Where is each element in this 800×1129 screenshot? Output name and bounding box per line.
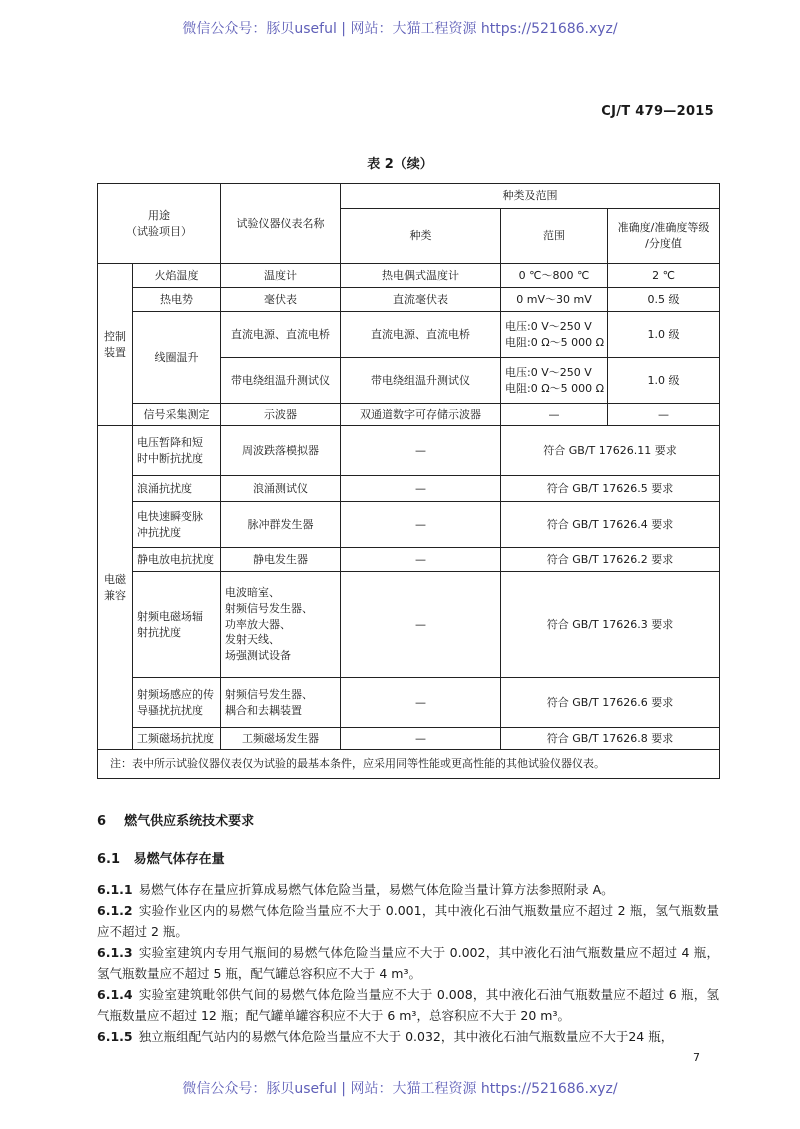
table-cell: 线圈温升 bbox=[133, 312, 221, 404]
table-cell: 周波跌落模拟器 bbox=[221, 426, 341, 476]
table-cell: 浪涌抗扰度 bbox=[133, 476, 221, 502]
table-cell: — bbox=[608, 404, 720, 426]
table-cell: 温度计 bbox=[221, 264, 341, 288]
clause-number: 6.1.3 bbox=[97, 945, 133, 960]
table-cell: 符合 GB/T 17626.6 要求 bbox=[501, 678, 720, 728]
clause-text: 实验室建筑内专用气瓶间的易燃气体危险当量应不大于 0.002，其中液化石油气瓶数量应不超过 4 瓶，氢气瓶数量应不超过 5 瓶，配气罐总容积应不大于 4 m³。 bbox=[97, 945, 719, 981]
table-cell: 0.5 级 bbox=[608, 288, 720, 312]
section-title: 燃气供应系统技术要求 bbox=[124, 814, 255, 829]
section-number: 6 bbox=[97, 814, 107, 829]
table-note: 注：表中所示试验仪器仪表仅为试验的最基本条件，应采用同等性能或更高性能的其他试验仪器仪表。 bbox=[98, 750, 720, 779]
table-cell: 带电绕组温升测试仪 bbox=[221, 358, 341, 404]
clause-text: 易燃气体存在量应折算成易燃气体危险当量，易燃气体危险当量计算方法参照附录 A。 bbox=[138, 882, 614, 897]
header-range: 范围 bbox=[501, 209, 608, 264]
watermark-top: 微信公众号：豚贝useful | 网站：大猫工程资源 https://521686.xyz/ bbox=[182, 21, 618, 37]
table-cell: 电波暗室、 射频信号发生器、 功率放大器、 发射天线、 场强测试设备 bbox=[221, 572, 341, 678]
clause-6-1-4 bbox=[97, 984, 719, 1026]
clause-6-1-2 bbox=[97, 900, 719, 942]
header-kind: 种类 bbox=[341, 209, 501, 264]
table-cell: 双通道数字可存储示波器 bbox=[341, 404, 501, 426]
table-cell: 热电偶式温度计 bbox=[341, 264, 501, 288]
table-cell: 符合 GB/T 17626.8 要求 bbox=[501, 728, 720, 750]
section-6-1-heading bbox=[97, 848, 225, 867]
table-cell: 热电势 bbox=[133, 288, 221, 312]
header-range-group: 种类及范围 bbox=[341, 184, 720, 209]
clause-text: 实验室建筑毗邻供气间的易燃气体危险当量应不大于 0.008，其中液化石油气瓶数量应不超过 6 瓶，氢气瓶数量应不超过 12 瓶；配气罐单罐容积应不大于 6 m³，总容积应不大于 20 m³。 bbox=[97, 987, 719, 1023]
table-cell: 符合 GB/T 17626.11 要求 bbox=[501, 426, 720, 476]
table-cell: 1.0 级 bbox=[608, 312, 720, 358]
table-cell: — bbox=[341, 548, 501, 572]
table-title: 表 2（续） bbox=[367, 157, 433, 172]
clause-text: 实验作业区内的易燃气体危险当量应不大于 0.001，其中液化石油气瓶数量应不超过 2 瓶，氢气瓶数量应不超过 2 瓶。 bbox=[97, 903, 719, 939]
table-cell: 2 ℃ bbox=[608, 264, 720, 288]
table-cell: — bbox=[341, 728, 501, 750]
table-cell: — bbox=[341, 572, 501, 678]
table-cell: 毫伏表 bbox=[221, 288, 341, 312]
table-cell: 射频电磁场辐 射抗扰度 bbox=[133, 572, 221, 678]
header-use: 用途 （试验项目） bbox=[98, 184, 221, 264]
table-cell: 0 ℃～800 ℃ bbox=[501, 264, 608, 288]
clause-6-1-1 bbox=[97, 879, 719, 900]
table-cell: 工频磁场抗扰度 bbox=[133, 728, 221, 750]
header-accuracy: 准确度/准确度等级 /分度值 bbox=[608, 209, 720, 264]
clause-6-1-5 bbox=[97, 1026, 719, 1047]
section-title: 易燃气体存在量 bbox=[133, 852, 225, 867]
table-cell: 符合 GB/T 17626.5 要求 bbox=[501, 476, 720, 502]
clause-number: 6.1.4 bbox=[97, 987, 133, 1002]
group-emc: 电磁 兼容 bbox=[98, 426, 133, 750]
watermark-bottom: 微信公众号：豚贝useful | 网站：大猫工程资源 https://521686.xyz/ bbox=[182, 1081, 618, 1097]
table-cell: 射频信号发生器、 耦合和去耦装置 bbox=[221, 678, 341, 728]
table-cell: 符合 GB/T 17626.3 要求 bbox=[501, 572, 720, 678]
table-cell: 浪涌测试仪 bbox=[221, 476, 341, 502]
table-cell: 电压暂降和短 时中断抗扰度 bbox=[133, 426, 221, 476]
table-cell: 直流电源、直流电桥 bbox=[341, 312, 501, 358]
table-cell: 示波器 bbox=[221, 404, 341, 426]
section-6-heading bbox=[97, 810, 254, 829]
table-cell: 符合 GB/T 17626.4 要求 bbox=[501, 502, 720, 548]
table-cell: 射频场感应的传 导骚扰抗扰度 bbox=[133, 678, 221, 728]
table-cell: 直流电源、直流电桥 bbox=[221, 312, 341, 358]
table-cell: — bbox=[341, 476, 501, 502]
table-cell: 工频磁场发生器 bbox=[221, 728, 341, 750]
table-cell: 电压:0 V～250 V 电阻:0 Ω～5 000 Ω bbox=[501, 312, 608, 358]
table-cell: 电压:0 V～250 V 电阻:0 Ω～5 000 Ω bbox=[501, 358, 608, 404]
table-cell: 带电绕组温升测试仪 bbox=[341, 358, 501, 404]
page-number: 7 bbox=[693, 1051, 700, 1064]
table-cell: — bbox=[341, 502, 501, 548]
table-cell: 静电发生器 bbox=[221, 548, 341, 572]
table-cell: 直流毫伏表 bbox=[341, 288, 501, 312]
header-instrument: 试验仪器仪表名称 bbox=[221, 184, 341, 264]
clause-number: 6.1.1 bbox=[97, 882, 133, 897]
clause-6-1-3 bbox=[97, 942, 719, 984]
section-number: 6.1 bbox=[97, 852, 121, 867]
table-cell: — bbox=[341, 426, 501, 476]
table-cell: 0 mV～30 mV bbox=[501, 288, 608, 312]
instrument-table bbox=[97, 183, 720, 779]
table-cell: 符合 GB/T 17626.2 要求 bbox=[501, 548, 720, 572]
standard-code: CJ/T 479—2015 bbox=[601, 104, 714, 119]
clause-number: 6.1.2 bbox=[97, 903, 133, 918]
table-cell: 信号采集测定 bbox=[133, 404, 221, 426]
clause-text: 独立瓶组配气站内的易燃气体危险当量应不大于 0.032，其中液化石油气瓶数量应不大于24 瓶， bbox=[138, 1029, 674, 1044]
clause-number: 6.1.5 bbox=[97, 1029, 133, 1044]
table-cell: 1.0 级 bbox=[608, 358, 720, 404]
table-cell: 静电放电抗扰度 bbox=[133, 548, 221, 572]
table-cell: — bbox=[501, 404, 608, 426]
group-control: 控制 装置 bbox=[98, 264, 133, 426]
table-cell: 电快速瞬变脉 冲抗扰度 bbox=[133, 502, 221, 548]
table-cell: — bbox=[341, 678, 501, 728]
table-cell: 火焰温度 bbox=[133, 264, 221, 288]
table-cell: 脉冲群发生器 bbox=[221, 502, 341, 548]
